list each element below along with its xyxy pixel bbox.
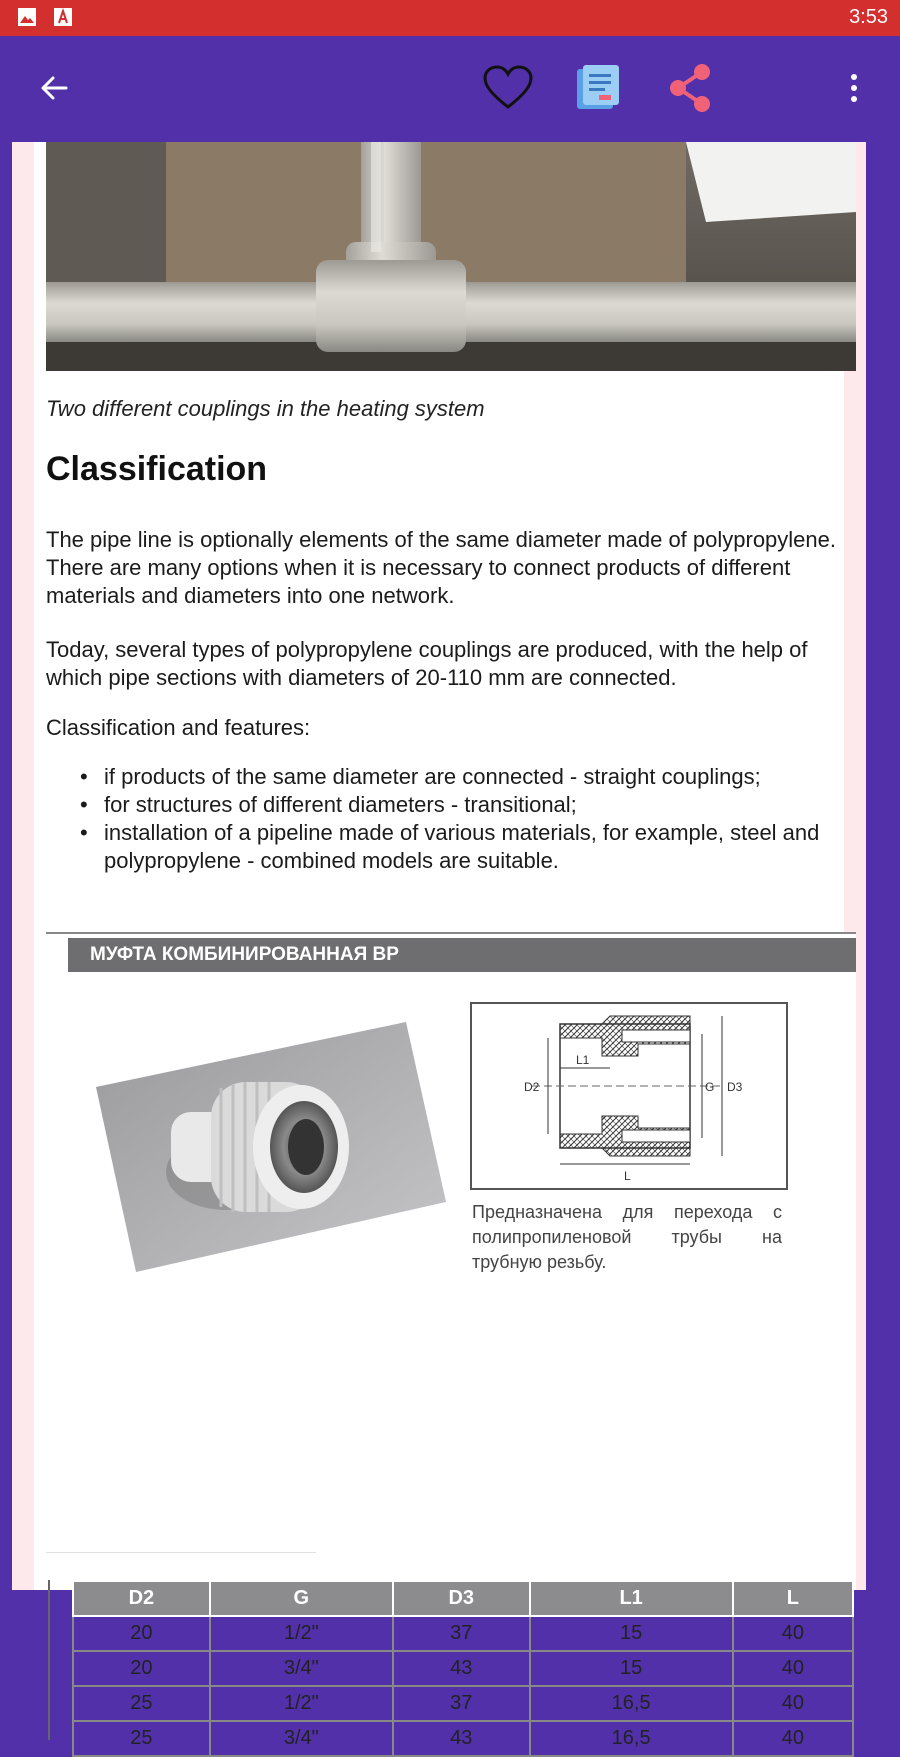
photo-caption: Two different couplings in the heating system [46,396,485,421]
table-cell: 25 [73,1686,210,1721]
section-heading: Classification [46,450,268,488]
column-header: G [210,1581,393,1616]
catalog-description: Предназначена для перехода с полипропиленовой трубы на трубную резьбу. [472,1202,782,1272]
table-cell: 15 [530,1651,733,1686]
label-l: L [624,1169,631,1183]
table-row [73,1651,853,1686]
right-margin [866,142,900,1600]
app-bar [0,36,900,142]
paragraph-1: The pipe line is optionally elements of the same diameter made of polypropylene. There are many options when it is necessary to connect products of different materials and diameters into one network. [46,527,837,608]
catalog-title: МУФТА КОМБИНИРОВАННАЯ ВР [68,938,856,972]
paragraph-2: Today, several types of polypropylene couplings are produced, with the help of which pipe sections with diameters of 20-110 mm are connected. [46,637,808,690]
table-cell: 3/4" [210,1721,393,1756]
more-options-button[interactable] [824,58,884,118]
share-icon [665,62,715,114]
table-cell: 16,5 [530,1686,733,1721]
image-notification-icon [18,8,36,26]
table-edge [48,1580,50,1740]
table-header-row [73,1581,853,1616]
table-cell: 16,5 [530,1721,733,1756]
column-header: L [733,1581,853,1616]
table-cell: 37 [393,1686,530,1721]
label-d3: D3 [727,1080,743,1094]
more-vert-icon [849,73,859,103]
table-cell: 40 [733,1616,853,1651]
table-cell: 43 [393,1721,530,1756]
coupling-product-photo [96,1022,446,1277]
technical-drawing [470,1002,788,1190]
table-cell: 37 [393,1616,530,1651]
table-row [73,1721,853,1756]
favorite-button[interactable] [478,58,538,118]
label-g: G [705,1080,715,1094]
status-bar [0,0,900,36]
table-cell: 20 [73,1616,210,1651]
label-d2: D2 [524,1080,540,1094]
divider [46,932,856,934]
status-time: 3:53 [849,6,888,28]
table-row [73,1616,853,1651]
table-cell: 43 [393,1651,530,1686]
table-cell: 3/4" [210,1651,393,1686]
column-header: D3 [393,1581,530,1616]
table-cell: 25 [73,1721,210,1756]
article-content[interactable] [34,142,844,1749]
table-cell: 20 [73,1651,210,1686]
table-cell: 40 [733,1721,853,1756]
divider [46,1552,316,1553]
column-header: L1 [530,1581,733,1616]
share-button[interactable] [660,58,720,118]
coupling-photo [46,142,856,371]
table-cell: 1/2" [210,1616,393,1651]
app-a-notification-icon [54,8,72,26]
spec-table [72,1580,854,1757]
table-cell: 1/2" [210,1686,393,1721]
catalog-image [46,932,856,1590]
list-item: • for structures of different diameters - transitional; [80,791,860,819]
table-cell: 15 [530,1616,733,1651]
table-cell: 40 [733,1686,853,1721]
table-row [73,1686,853,1721]
heart-icon [482,65,534,111]
label-l1: L1 [576,1053,590,1067]
document-button[interactable] [568,58,628,118]
back-button[interactable] [24,58,84,118]
paragraph-3: Classification and features: [46,715,311,740]
page-background [12,142,866,1749]
back-arrow-icon [38,72,70,104]
document-icon [573,63,623,113]
list-item: • installation of a pipeline made of various materials, for example, steel and polypropylene - combined models are suitable. [80,819,860,875]
classification-list [80,763,860,875]
column-header: D2 [73,1581,210,1616]
list-item: • if products of the same diameter are connected - straight couplings; [80,763,860,791]
table-cell: 40 [733,1651,853,1686]
